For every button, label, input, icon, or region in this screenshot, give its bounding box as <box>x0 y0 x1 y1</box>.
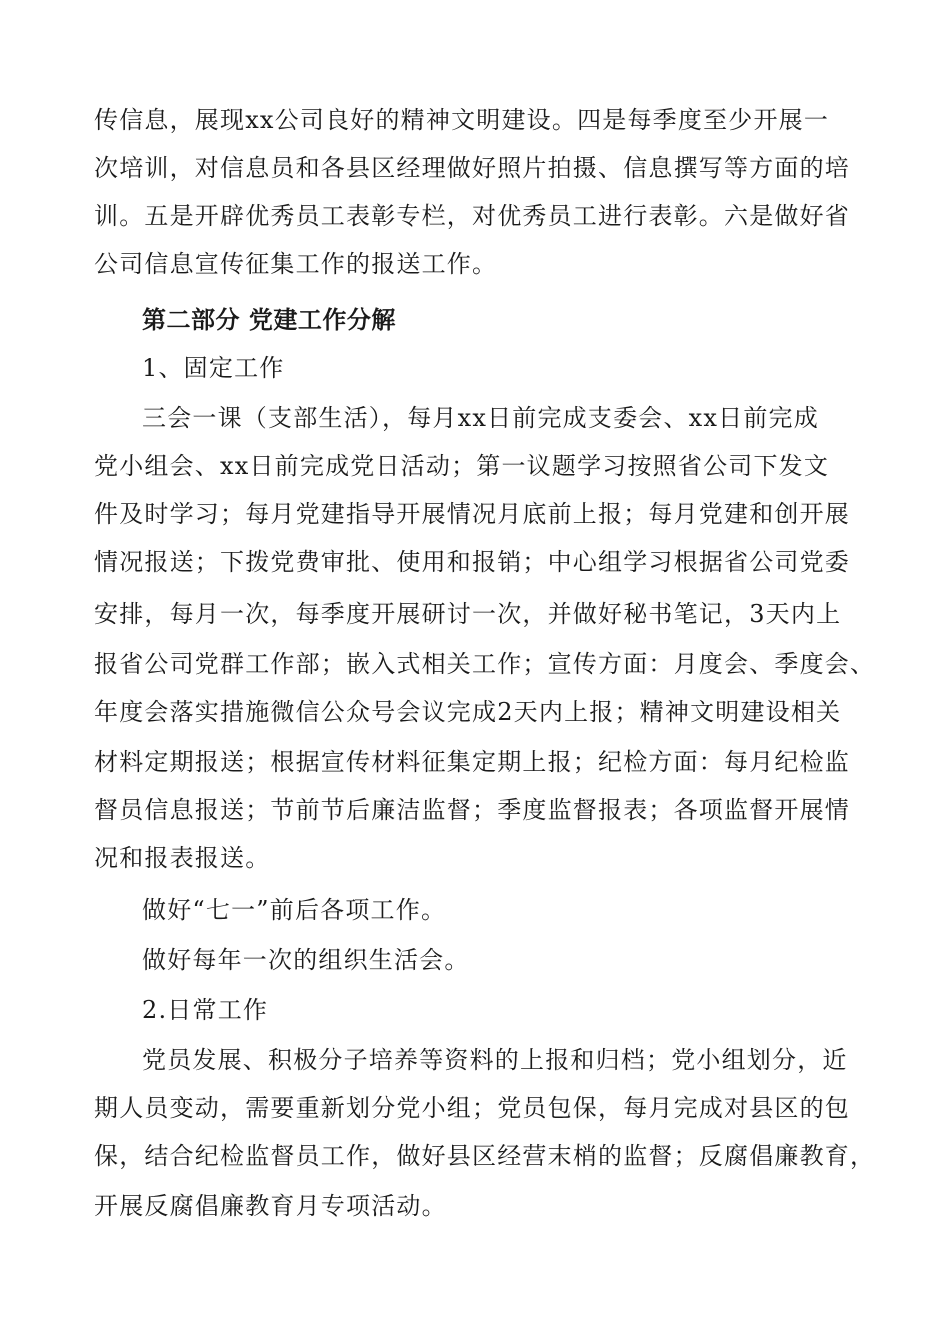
paragraph-line-4: 公司信息宣传征集工作的报送工作。 <box>94 250 498 278</box>
paragraph-line-22: 保，结合纪检监督员工作，做好县区经营末梢的监督；反腐倡廉教育， <box>94 1142 876 1170</box>
paragraph-line-8: 党小组会、xx日前完成党日活动；第一议题学习按照省公司下发文 <box>94 452 830 480</box>
paragraph-line-13: 年度会落实措施微信公众号会议完成2天内上报；精神文明建设相关 <box>94 698 842 726</box>
paragraph-line-20: 党员发展、积极分子培养等资料的上报和归档；党小组划分，近 <box>142 1046 848 1074</box>
paragraph-line-1: 传信息，展现xx公司良好的精神文明建设。四是每季度至少开展一 <box>94 106 830 134</box>
paragraph-line-18: 做好每年一次的组织生活会。 <box>142 946 470 974</box>
subsection-heading-daily-work: 2.日常工作 <box>142 996 269 1024</box>
paragraph-line-14: 材料定期报送；根据宣传材料征集定期上报；纪检方面：每月纪检监 <box>94 748 850 776</box>
paragraph-line-11: 安排，每月一次，每季度开展研讨一次，并做好秘书笔记，3天内上 <box>94 600 842 628</box>
paragraph-line-2: 次培训，对信息员和各县区经理做好照片拍摄、信息撰写等方面的培 <box>94 154 850 182</box>
section-heading: 第二部分 党建工作分解 <box>142 306 396 334</box>
paragraph-line-9: 件及时学习；每月党建指导开展情况月底前上报；每月党建和创开展 <box>94 500 850 528</box>
paragraph-line-3: 训。五是开辟优秀员工表彰专栏，对优秀员工进行表彰。六是做好省 <box>94 202 850 230</box>
paragraph-line-10: 情况报送；下拨党费审批、使用和报销；中心组学习根据省公司党委 <box>94 548 850 576</box>
paragraph-line-12: 报省公司党群工作部；嵌入式相关工作；宣传方面：月度会、季度会、 <box>94 650 876 678</box>
paragraph-line-7: 三会一课（支部生活），每月xx日前完成支委会、xx日前完成 <box>142 404 819 432</box>
paragraph-line-21: 期人员变动，需要重新划分党小组；党员包保，每月完成对县区的包 <box>94 1094 850 1122</box>
paragraph-line-15: 督员信息报送；节前节后廉洁监督；季度监督报表；各项监督开展情 <box>94 796 850 824</box>
subsection-heading-fixed-work: 1、固定工作 <box>142 354 285 382</box>
paragraph-line-17: 做好“七一”前后各项工作。 <box>142 896 447 924</box>
paragraph-line-16: 况和报表报送。 <box>94 844 271 872</box>
paragraph-line-23: 开展反腐倡廉教育月专项活动。 <box>94 1192 447 1220</box>
